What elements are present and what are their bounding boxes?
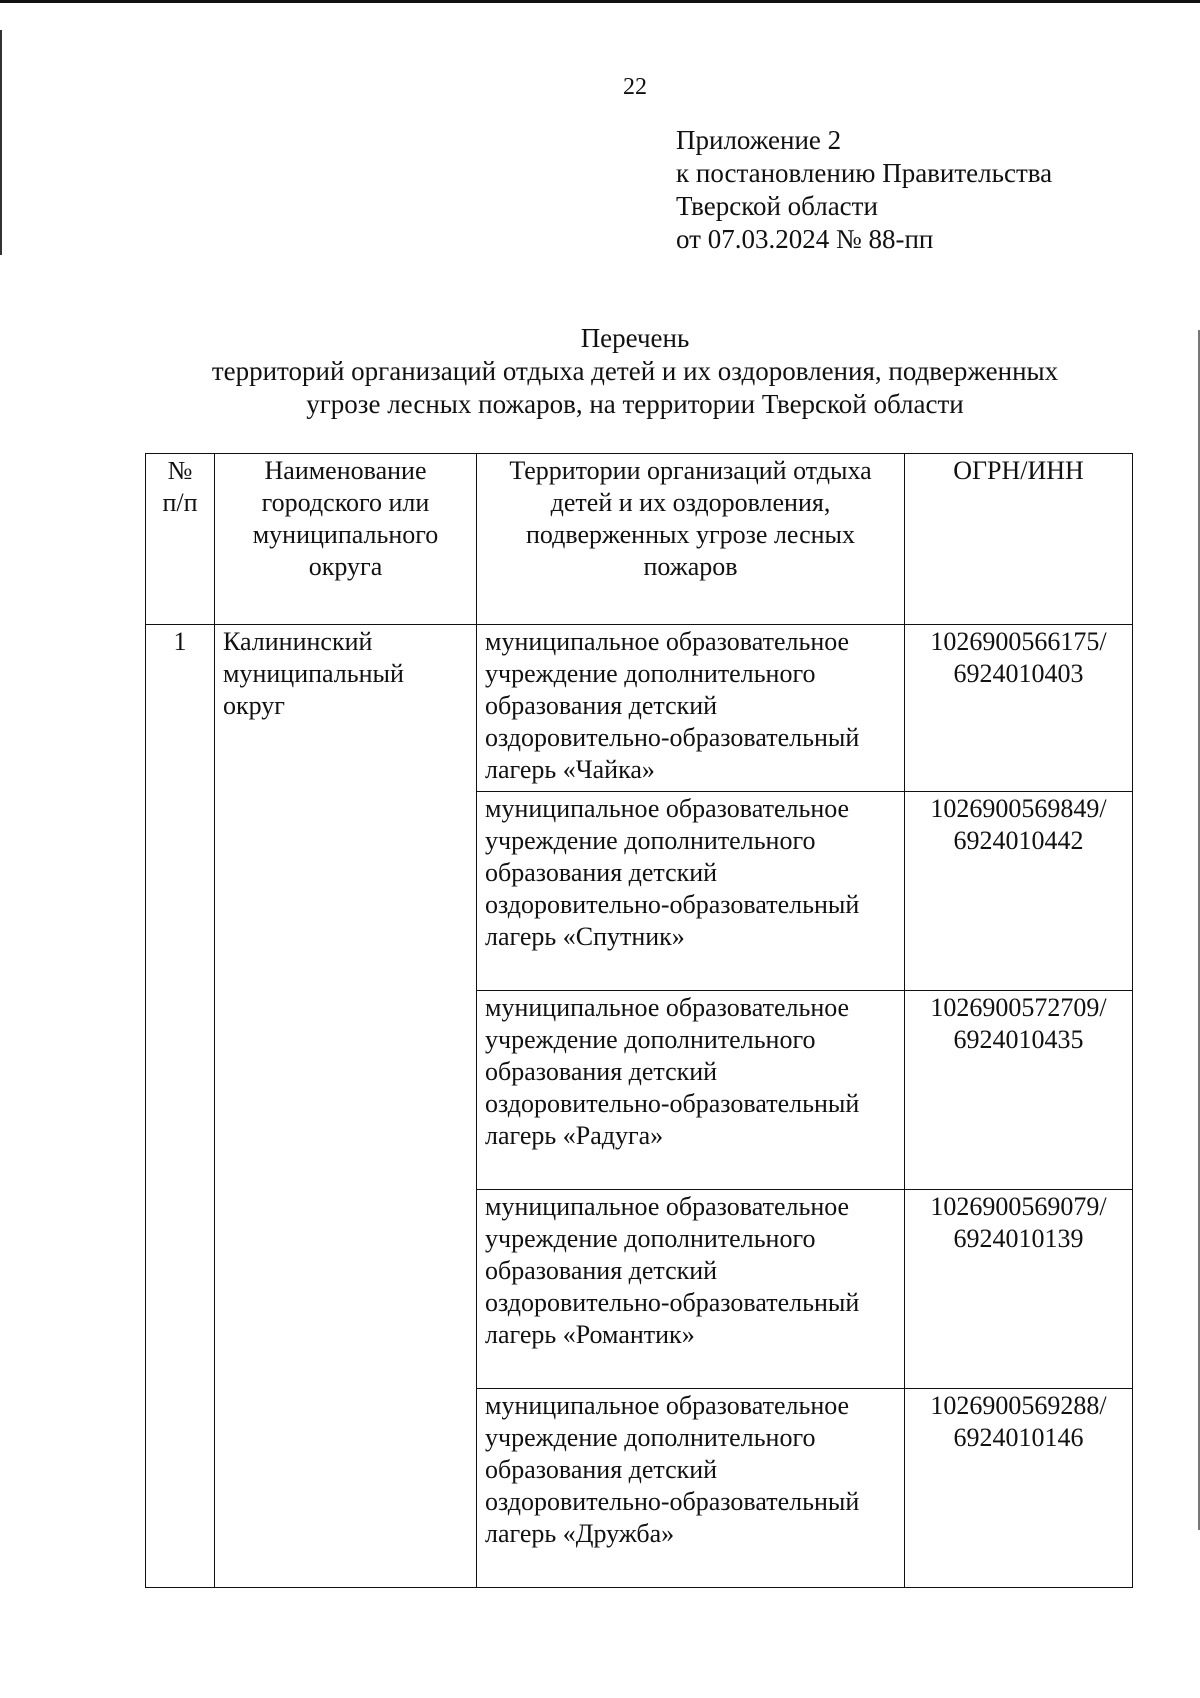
- ogrn-value: 1026900569849/: [930, 794, 1107, 823]
- table-header-row: [146, 454, 1133, 625]
- ogrn-inn: [905, 991, 1133, 1190]
- ogrn-value: 1026900566175/: [930, 627, 1107, 656]
- ogrn-value: 1026900569288/: [930, 1391, 1107, 1420]
- ogrn-inn: [905, 625, 1133, 792]
- appendix-line-2: к постановлению Правительства: [676, 158, 1053, 188]
- ogrn-value: 1026900569079/: [930, 1192, 1107, 1221]
- document-title: [140, 322, 1130, 421]
- header-district: Наименование городского или муниципального округа: [215, 454, 477, 625]
- inn-value: 6924010146: [953, 1423, 1084, 1452]
- inn-value: 6924010435: [953, 1025, 1084, 1054]
- territory-name: муниципальное образовательное учреждение дополнительного образования детский оздоровительно-образовательный лагерь «Спутник»: [477, 792, 905, 991]
- ogrn-inn: [905, 792, 1133, 991]
- ogrn-inn: [905, 1389, 1133, 1588]
- territories-table: [145, 453, 1133, 1588]
- ogrn-inn: [905, 1190, 1133, 1389]
- territory-name: муниципальное образовательное учреждение дополнительного образования детский оздоровительно-образовательный лагерь «Дружба»: [477, 1389, 905, 1588]
- territory-name: муниципальное образовательное учреждение дополнительного образования детский оздоровительно-образовательный лагерь «Радуга»: [477, 991, 905, 1190]
- table-row: [146, 625, 1133, 792]
- appendix-block: [676, 124, 1052, 256]
- ogrn-value: 1026900572709/: [930, 993, 1107, 1022]
- row-number: 1: [146, 625, 215, 1588]
- appendix-line-4: от 07.03.2024 № 88-пп: [676, 224, 934, 254]
- district-name: Калининский муниципальный округ: [215, 625, 477, 1588]
- appendix-line-1: Приложение 2: [676, 125, 842, 155]
- territory-name: муниципальное образовательное учреждение дополнительного образования детский оздоровительно-образовательный лагерь «Романтик»: [477, 1190, 905, 1389]
- title-line-2: территорий организаций отдыха детей и их оздоровления, подверженных: [211, 356, 1059, 386]
- header-territory: Территории организаций отдыха детей и их оздоровления, подверженных угрозе лесных пожаров: [477, 454, 905, 625]
- scan-border-top: [0, 0, 1200, 3]
- inn-value: 6924010442: [953, 826, 1084, 855]
- appendix-line-3: Тверской области: [676, 191, 878, 221]
- title-line-1: Перечень: [580, 323, 690, 353]
- inn-value: 6924010139: [953, 1224, 1084, 1253]
- header-number: № п/п: [146, 454, 215, 625]
- page-number: 22: [623, 74, 647, 100]
- scan-border-left: [0, 30, 2, 255]
- inn-value: 6924010403: [953, 659, 1084, 688]
- header-ogrn-inn: ОГРН/ИНН: [905, 454, 1133, 625]
- title-line-3: угрозе лесных пожаров, на территории Тверской области: [306, 389, 964, 419]
- territory-name: муниципальное образовательное учреждение дополнительного образования детский оздоровительно-образовательный лагерь «Чайка»: [477, 625, 905, 792]
